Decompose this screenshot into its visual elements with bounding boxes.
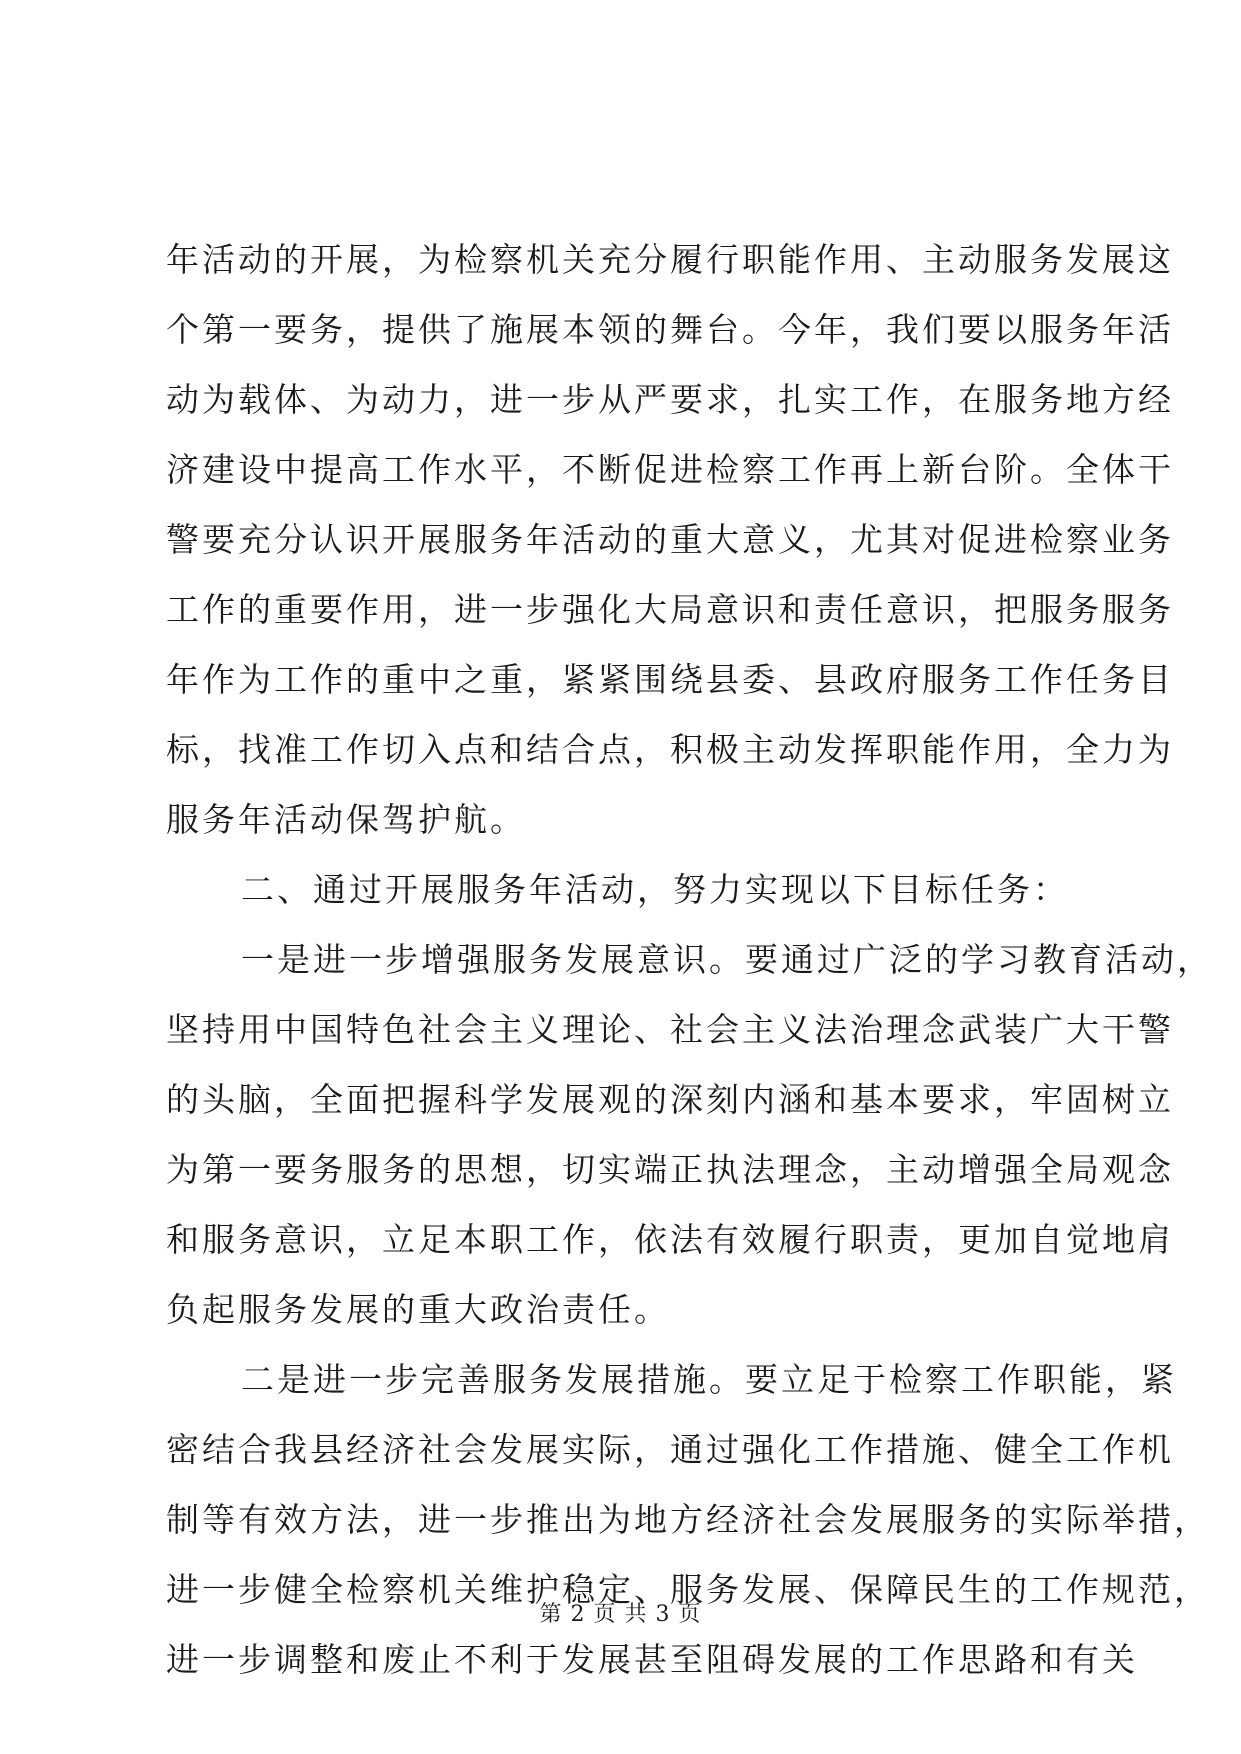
text-line: 年活动的开展，为检察机关充分履行职能作用、主动服务发展这 xyxy=(166,240,1174,279)
text-line: 工作的重要作用，进一步强化大局意识和责任意识，把服务服务 xyxy=(166,590,1174,629)
text-line: 标，找准工作切入点和结合点，积极主动发挥职能作用，全力为 xyxy=(166,730,1174,769)
text-line: 二是进一步完善服务发展措施。要立足于检察工作职能，紧 xyxy=(241,1360,1177,1399)
document-body xyxy=(166,228,1213,1698)
text-line: 为第一要务服务的思想，切实端正执法理念，主动增强全局观念 xyxy=(166,1150,1174,1189)
text-line: 进一步调整和废止不利于发展甚至阻碍发展的工作思路和有关 xyxy=(166,1640,1138,1679)
section-heading: 二、通过开展服务年活动，努力实现以下目标任务： xyxy=(241,870,1069,909)
text-line: 制等有效方法，进一步推出为地方经济社会发展服务的实际举措， xyxy=(166,1500,1210,1539)
text-line: 个第一要务，提供了施展本领的舞台。今年，我们要以服务年活 xyxy=(166,310,1174,349)
text-line: 警要充分认识开展服务年活动的重大意义，尤其对促进检察业务 xyxy=(166,520,1174,559)
text-line: 负起服务发展的重大政治责任。 xyxy=(166,1290,670,1329)
text-line: 进一步健全检察机关维护稳定、服务发展、保障民生的工作规范， xyxy=(166,1570,1210,1609)
text-line: 服务年活动保驾护航。 xyxy=(166,800,526,839)
text-line: 动为载体、为动力，进一步从严要求，扎实工作，在服务地方经 xyxy=(166,380,1174,419)
text-line: 密结合我县经济社会发展实际，通过强化工作措施、健全工作机 xyxy=(166,1430,1174,1469)
text-line: 一是进一步增强服务发展意识。要通过广泛的学习教育活动， xyxy=(241,940,1213,979)
page-number-footer: 第 2 页 共 3 页 xyxy=(539,1602,702,1627)
text-line: 和服务意识，立足本职工作，依法有效履行职责，更加自觉地肩 xyxy=(166,1220,1174,1259)
text-line: 的头脑，全面把握科学发展观的深刻内涵和基本要求，牢固树立 xyxy=(166,1080,1174,1119)
text-line: 济建设中提高工作水平，不断促进检察工作再上新台阶。全体干 xyxy=(166,450,1174,489)
text-line: 年作为工作的重中之重，紧紧围绕县委、县政府服务工作任务目 xyxy=(166,660,1174,699)
text-line: 坚持用中国特色社会主义理论、社会主义法治理念武装广大干警 xyxy=(166,1010,1174,1049)
